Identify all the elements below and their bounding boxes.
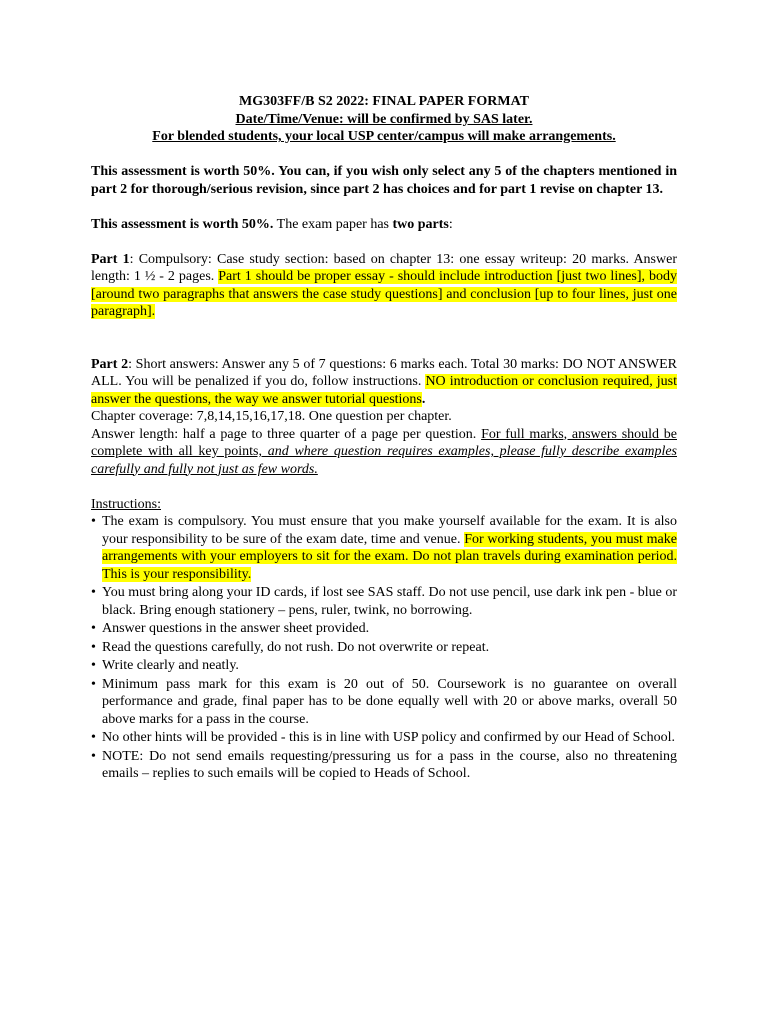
working-students-highlight: For working students, you must make arrangements with your employers to sit for the exam. Do not plan travels during examination period. This is your responsibility. (102, 531, 677, 582)
answer-length: Answer length: half a page to three quarter of a page per question. For full marks, answers should be complete with all key points, and where question requires examples, please fully describe examples carefully and fully not just as few words. (91, 426, 677, 477)
part2-highlight: NO introduction or conclusion required, just answer the questions, the way we answer tutorial questions (91, 374, 678, 407)
document-title: MG303FF/B S2 2022: FINAL PAPER FORMAT (239, 94, 529, 109)
list-item: • Answer questions in the answer sheet provided. (91, 621, 370, 636)
list-item: • Write clearly and neatly. (91, 658, 239, 673)
bullet-icon: • (91, 585, 96, 600)
bullet-icon: • (91, 730, 96, 745)
part1-label: Part 1 (91, 251, 130, 267)
part2-label: Part 2 (91, 356, 129, 372)
document-header (91, 93, 677, 146)
bullet-icon: • (91, 639, 96, 655)
document-page (91, 93, 677, 784)
part1-section: Part 1: Compulsory: Case study section: based on chapter 13: one essay writeup: 20 marks. Answer length: 1 ½ - 2 pages. Part 1 should be proper essay - should include introduction [just two lines], body [around two paragraphs that answers the case study questions] and conclusion [up to four lines, just one paragraph]. (91, 251, 678, 319)
list-item: • You must bring along your ID cards, if lost see SAS staff. Do not use pencil, use dark ink pen - blue or black. Bring enough stationery – pens, ruler, twink, no borrowing. (91, 585, 677, 618)
list-item: • NOTE: Do not send emails requesting/pressuring us for a pass in the course, also no threatening emails – replies to such emails will be copied to Heads of School. (91, 748, 677, 781)
date-time-venue-line: Date/Time/Venue: will be confirmed by SAS later. (235, 111, 533, 127)
assessment-intro: This assessment is worth 50%. You can, if you wish only select any 5 of the chapters mentioned in part 2 for thorough/serious revision, since part 2 has choices and for part 1 revise on chapter 13. (91, 164, 677, 197)
instructions-list (91, 513, 677, 783)
bullet-icon: • (91, 748, 96, 764)
part2-section: Part 2: Short answers: Answer any 5 of 7 questions: 6 marks each. Total 30 marks: DO NOT ANSWER ALL. You will be penalized if you do, follow instructions. NO introduction or conclusion required, just answer the questions, the way we answer tutorial questions. (91, 356, 678, 407)
list-item: • No other hints will be provided - this is in line with USP policy and confirmed by our Head of School. (91, 730, 676, 745)
bullet-icon: • (91, 676, 96, 692)
list-item: • Read the questions carefully, do not rush. Do not overwrite or repeat. (91, 639, 490, 655)
chapter-coverage: Chapter coverage: 7,8,14,15,16,17,18. One question per chapter. (91, 409, 452, 424)
part1-highlight: Part 1 should be proper essay - should include introduction [just two lines], body [around two paragraphs that answers the case study questions] and conclusion [up to four lines, just one paragraph]. (91, 269, 678, 319)
instructions-heading: Instructions: (91, 496, 161, 512)
bullet-icon: • (91, 658, 96, 673)
list-item: • The exam is compulsory. You must ensure that you make yourself available for the exam. It is also your responsibility to be sure of the exam date, time and venue. For working students, you must make arrangements with your employers to sit for the exam. Do not plan travels during examination period. This is your responsibility. (91, 514, 677, 582)
parts-intro: This assessment is worth 50%. The exam paper has two parts: (91, 216, 453, 232)
blended-students-line: For blended students, your local USP center/campus will make arrangements. (152, 129, 616, 144)
bullet-icon: • (91, 621, 96, 636)
list-item: • Minimum pass mark for this exam is 20 out of 50. Coursework is no guarantee on overall performance and grade, final paper has to be done equally well with 20 or above marks, overall 50 above marks for a pass in the course. (91, 676, 677, 727)
bullet-icon: • (91, 514, 96, 529)
